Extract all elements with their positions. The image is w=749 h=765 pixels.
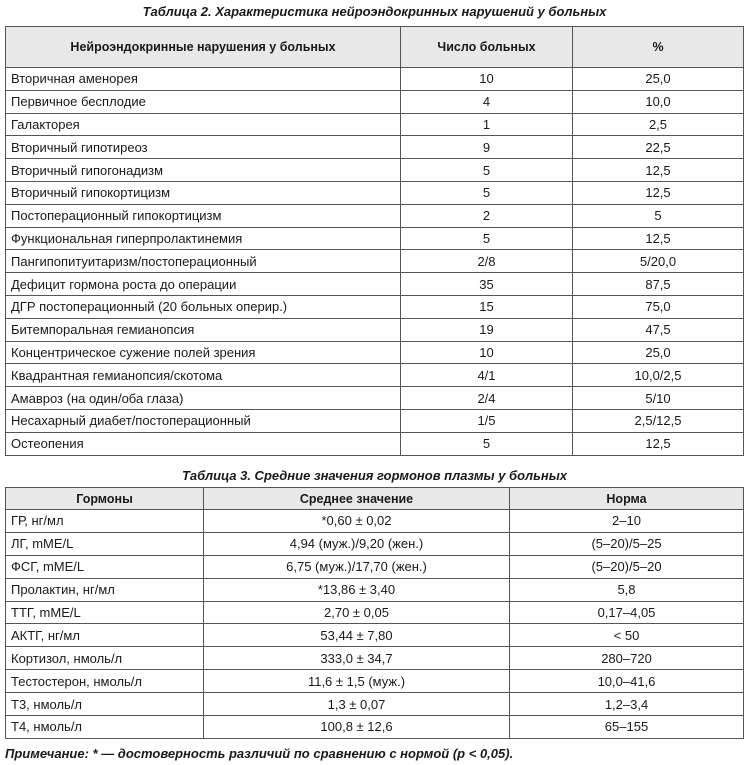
norm-cell: 280–720 (510, 647, 744, 670)
table-row (6, 341, 744, 364)
mean-value-cell: 2,70 ± 0,05 (204, 601, 510, 624)
disorder-cell: Несахарный диабет/постоперационный (6, 409, 401, 432)
disorder-cell: Первичное бесплодие (6, 90, 401, 113)
table2-caption: Таблица 2. Характеристика нейроэндокринных нарушений у больных (142, 4, 607, 19)
table2-header-count: Число больных (401, 27, 573, 68)
table-row (6, 578, 744, 601)
mean-value-cell: 6,75 (муж.)/17,70 (жен.) (204, 555, 510, 578)
hormone-cell: ТТГ, mME/L (6, 601, 204, 624)
percent-cell: 5 (573, 204, 744, 227)
patient-count-cell: 1 (401, 113, 573, 136)
percent-cell: 47,5 (573, 318, 744, 341)
table-row (6, 250, 744, 273)
table-row (6, 136, 744, 159)
patient-count-cell: 35 (401, 273, 573, 296)
table3-header-hormone: Гормоны (6, 488, 204, 510)
table-row (6, 68, 744, 91)
table-row (6, 409, 744, 432)
table-row (6, 227, 744, 250)
table-row (6, 204, 744, 227)
percent-cell: 5/20,0 (573, 250, 744, 273)
percent-cell: 10,0 (573, 90, 744, 113)
patient-count-cell: 4/1 (401, 364, 573, 387)
hormone-cell: ФСГ, mME/L (6, 555, 204, 578)
table2-header-row (6, 27, 744, 68)
table3 (5, 487, 744, 739)
percent-cell: 2,5/12,5 (573, 409, 744, 432)
table-row (6, 624, 744, 647)
percent-cell: 2,5 (573, 113, 744, 136)
mean-value-cell: 333,0 ± 34,7 (204, 647, 510, 670)
hormone-cell: ЛГ, mME/L (6, 532, 204, 555)
table-row (6, 532, 744, 555)
table-row (6, 647, 744, 670)
patient-count-cell: 15 (401, 295, 573, 318)
percent-cell: 12,5 (573, 227, 744, 250)
table-row (6, 113, 744, 136)
norm-cell: (5–20)/5–20 (510, 555, 744, 578)
disorder-cell: Вторичный гипогонадизм (6, 159, 401, 182)
percent-cell: 5/10 (573, 387, 744, 410)
disorder-cell: Галакторея (6, 113, 401, 136)
hormone-cell: Тестостерон, нмоль/л (6, 670, 204, 693)
hormone-cell: Пролактин, нг/мл (6, 578, 204, 601)
disorder-cell: Вторичный гипотиреоз (6, 136, 401, 159)
table-row (6, 295, 744, 318)
table-row (6, 601, 744, 624)
mean-value-cell: *0,60 ± 0,02 (204, 510, 510, 533)
percent-cell: 12,5 (573, 181, 744, 204)
patient-count-cell: 4 (401, 90, 573, 113)
norm-cell: (5–20)/5–25 (510, 532, 744, 555)
disorder-cell: Вторичный гипокортицизм (6, 181, 401, 204)
hormone-cell: T3, нмоль/л (6, 693, 204, 716)
disorder-cell: Амавроз (на один/оба глаза) (6, 387, 401, 410)
disorder-cell: ДГР постоперационный (20 больных оперир.) (6, 295, 401, 318)
disorder-cell: Битемпоральная гемианопсия (6, 318, 401, 341)
norm-cell: 65–155 (510, 716, 744, 739)
norm-cell: 2–10 (510, 510, 744, 533)
patient-count-cell: 5 (401, 181, 573, 204)
norm-cell: 5,8 (510, 578, 744, 601)
percent-cell: 12,5 (573, 432, 744, 455)
table2-header-percent: % (573, 27, 744, 68)
disorder-cell: Пангипопитуитаризм/постоперационный (6, 250, 401, 273)
table-row (6, 555, 744, 578)
table-row (6, 90, 744, 113)
disorder-cell: Функциональная гиперпролактинемия (6, 227, 401, 250)
norm-cell: 1,2–3,4 (510, 693, 744, 716)
table-row (6, 693, 744, 716)
table-row (6, 387, 744, 410)
patient-count-cell: 10 (401, 68, 573, 91)
percent-cell: 75,0 (573, 295, 744, 318)
hormone-cell: ГР, нг/мл (6, 510, 204, 533)
disorder-cell: Вторичная аменорея (6, 68, 401, 91)
disorder-cell: Постоперационный гипокортицизм (6, 204, 401, 227)
table-row (6, 364, 744, 387)
table-row (6, 181, 744, 204)
table-row (6, 670, 744, 693)
patient-count-cell: 2/8 (401, 250, 573, 273)
percent-cell: 25,0 (573, 341, 744, 364)
mean-value-cell: 100,8 ± 12,6 (204, 716, 510, 739)
disorder-cell: Остеопения (6, 432, 401, 455)
hormone-cell: АКТГ, нг/мл (6, 624, 204, 647)
norm-cell: 10,0–41,6 (510, 670, 744, 693)
table2-header-disorder: Нейроэндокринные нарушения у больных (6, 27, 401, 68)
norm-cell: < 50 (510, 624, 744, 647)
table3-header-norm: Норма (510, 488, 744, 510)
mean-value-cell: *13,86 ± 3,40 (204, 578, 510, 601)
table3-header-mean: Среднее значение (204, 488, 510, 510)
mean-value-cell: 4,94 (муж.)/9,20 (жен.) (204, 532, 510, 555)
patient-count-cell: 5 (401, 159, 573, 182)
percent-cell: 87,5 (573, 273, 744, 296)
table-row (6, 432, 744, 455)
percent-cell: 12,5 (573, 159, 744, 182)
disorder-cell: Концентрическое сужение полей зрения (6, 341, 401, 364)
patient-count-cell: 10 (401, 341, 573, 364)
patient-count-cell: 1/5 (401, 409, 573, 432)
mean-value-cell: 1,3 ± 0,07 (204, 693, 510, 716)
table3-caption: Таблица 3. Средние значения гормонов плазмы у больных (181, 468, 568, 483)
table-row (6, 716, 744, 739)
patient-count-cell: 9 (401, 136, 573, 159)
table-row (6, 159, 744, 182)
mean-value-cell: 53,44 ± 7,80 (204, 624, 510, 647)
patient-count-cell: 2 (401, 204, 573, 227)
hormone-cell: T4, нмоль/л (6, 716, 204, 739)
hormone-cell: Кортизол, нмоль/л (6, 647, 204, 670)
disorder-cell: Дефицит гормона роста до операции (6, 273, 401, 296)
patient-count-cell: 5 (401, 432, 573, 455)
percent-cell: 22,5 (573, 136, 744, 159)
table-row (6, 273, 744, 296)
table-row (6, 510, 744, 533)
table-row (6, 318, 744, 341)
norm-cell: 0,17–4,05 (510, 601, 744, 624)
patient-count-cell: 2/4 (401, 387, 573, 410)
disorder-cell: Квадрантная гемианопсия/скотома (6, 364, 401, 387)
table-note: Примечание: * — достоверность различий по сравнению с нормой (p < 0,05). (5, 746, 514, 761)
mean-value-cell: 11,6 ± 1,5 (муж.) (204, 670, 510, 693)
patient-count-cell: 19 (401, 318, 573, 341)
table3-header-row (6, 488, 744, 510)
percent-cell: 25,0 (573, 68, 744, 91)
patient-count-cell: 5 (401, 227, 573, 250)
table2 (5, 26, 744, 456)
percent-cell: 10,0/2,5 (573, 364, 744, 387)
